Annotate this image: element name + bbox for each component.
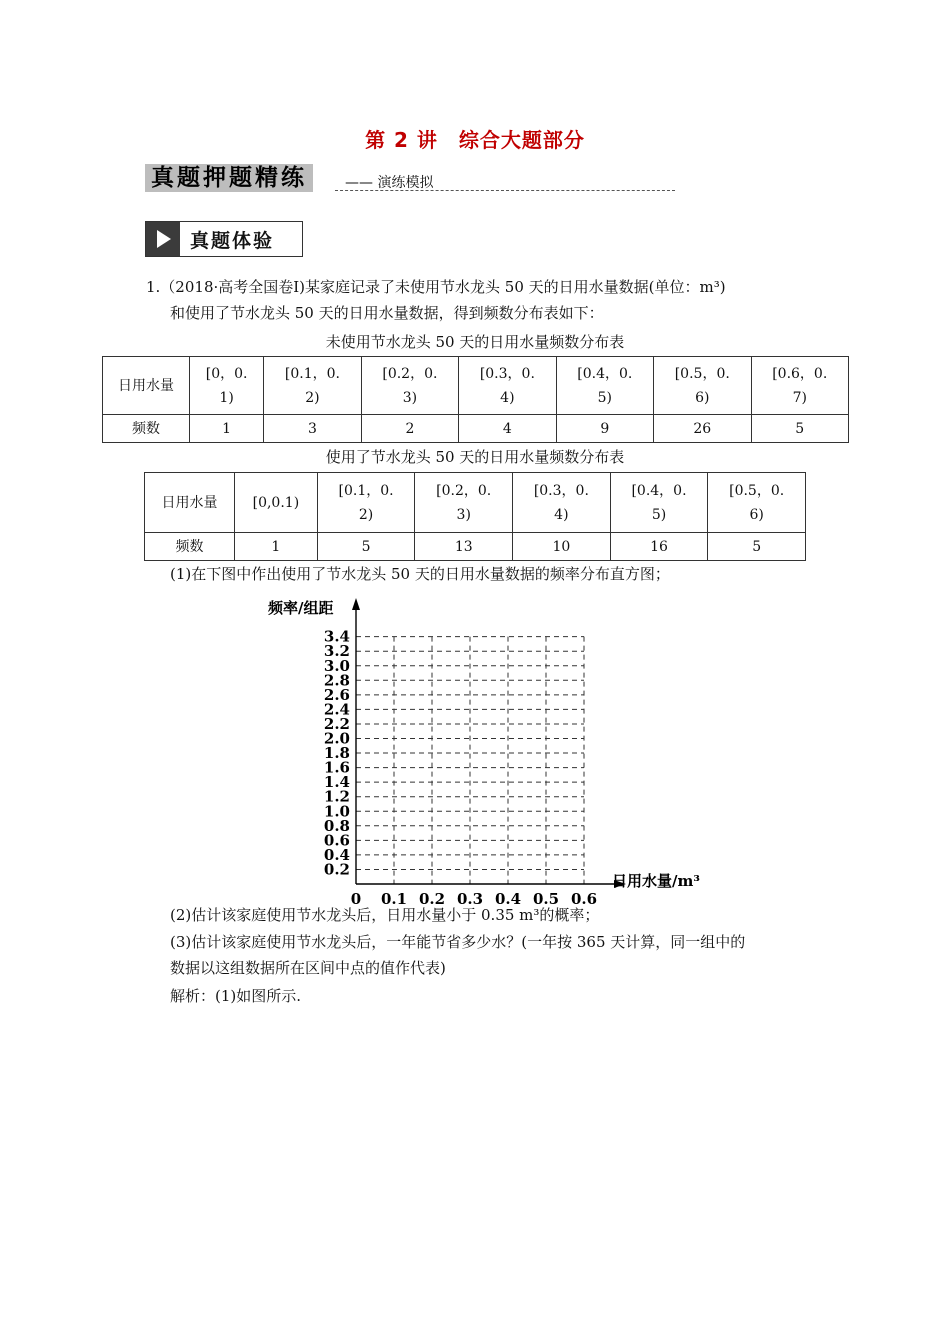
table2-bin: [0.5，0. 6) (708, 473, 806, 533)
table2-freq: 5 (708, 533, 806, 561)
y-tick-label: 1.4 (323, 773, 350, 792)
table1-bin: [0，0. 1) (190, 357, 264, 415)
y-tick-label: 3.4 (323, 627, 350, 646)
x-tick-label: 0.6 (570, 890, 598, 908)
y-tick-label: 1.2 (323, 787, 350, 806)
x-axis-title: 日用水量/m³ (612, 872, 700, 890)
table1-bin: [0.1，0. 2) (264, 357, 361, 415)
y-tick-label: 0.4 (323, 845, 350, 864)
table2-freq: 16 (610, 533, 708, 561)
y-tick-label: 2.0 (323, 729, 350, 748)
table2-freq: 13 (415, 533, 513, 561)
table1-bin: [0.2，0. 3) (361, 357, 458, 415)
y-tick-label: 2.6 (323, 685, 350, 704)
table2-freq-label: 频数 (145, 533, 235, 561)
section-header (145, 221, 303, 257)
x-tick-label: 0 (350, 890, 362, 908)
y-axis-arrow (352, 598, 360, 610)
question-3-line-2: 数据以这组数据所在区间中点的值作代表) (170, 959, 446, 977)
table1-bin: [0.5，0. 6) (654, 357, 751, 415)
chart-axes (352, 598, 626, 888)
table2-bin: [0.4，0. 5) (610, 473, 708, 533)
frequency-table-2 (144, 472, 806, 561)
problem-line-2: 和使用了节水龙头 50 天的日用水量数据，得到频数分布表如下： (170, 304, 604, 322)
chart-grid (356, 637, 584, 884)
x-tick-label: 0.5 (532, 890, 560, 908)
answer-text: 解析：(1)如图所示. (170, 987, 302, 1005)
problem-line-1: 1.（2018·高考全国卷Ⅰ)某家庭记录了未使用节水龙头 50 天的日用水量数据(单位：m³) (146, 278, 726, 296)
table2-bin: [0.3，0. 4) (513, 473, 611, 533)
table1-freq: 2 (361, 415, 458, 443)
table2-freq: 10 (513, 533, 611, 561)
table2-freq: 5 (317, 533, 415, 561)
histogram-grid (260, 592, 720, 908)
table1-freq: 3 (264, 415, 361, 443)
table1-bin: [0.3，0. 4) (459, 357, 556, 415)
table2-bin: [0.1，0. 2) (317, 473, 415, 533)
question-3-line-1: (3)估计该家庭使用节水龙头后，一年能节省多少水？(一年按 365 天计算，同一组中的 (170, 933, 746, 951)
question-2: (2)估计该家庭使用节水龙头后，日用水量小于 0.35 m³的概率； (170, 906, 600, 924)
table2-caption: 使用了节水龙头 50 天的日用水量频数分布表 (325, 448, 625, 466)
x-tick-label: 0.3 (456, 890, 484, 908)
y-axis-title: 频率/组距 (268, 599, 334, 617)
table2-bin: [0,0.1) (235, 473, 318, 533)
y-tick-label: 0.6 (323, 831, 350, 850)
play-icon (146, 222, 180, 256)
x-tick-label: 0.4 (494, 890, 522, 908)
y-tick-label: 0.8 (323, 816, 350, 835)
question-1: (1)在下图中作出使用了节水龙头 50 天的日用水量数据的频率分布直方图； (170, 565, 670, 583)
table1-freq: 5 (751, 415, 849, 443)
y-tick-label: 2.4 (323, 700, 350, 719)
y-tick-label: 0.2 (323, 860, 350, 879)
frequency-table-1 (102, 356, 849, 443)
banner-subtitle: —— 演练模拟 (345, 175, 434, 191)
table1-freq: 1 (190, 415, 264, 443)
y-tick-label: 2.8 (323, 671, 350, 690)
table2-freq: 1 (235, 533, 318, 561)
section-label: 真题体验 (190, 229, 275, 252)
y-tick-label: 3.0 (323, 656, 350, 675)
y-tick-label: 1.8 (323, 744, 350, 763)
table1-freq-label: 频数 (103, 415, 190, 443)
table2-row-label: 日用水量 (145, 473, 235, 533)
table1-bin: [0.6，0. 7) (751, 357, 849, 415)
x-tick-label: 0.2 (418, 890, 446, 908)
y-tick-label: 1.6 (323, 758, 350, 777)
y-tick-label: 2.2 (323, 714, 350, 733)
table1-freq: 9 (556, 415, 653, 443)
table1-bin: [0.4，0. 5) (556, 357, 653, 415)
table1-caption: 未使用节水龙头 50 天的日用水量频数分布表 (325, 333, 625, 351)
table2-bin: [0.2，0. 3) (415, 473, 513, 533)
table1-freq: 26 (654, 415, 751, 443)
y-tick-label: 1.0 (323, 802, 350, 821)
y-tick-label: 3.2 (323, 642, 350, 661)
table1-freq: 4 (459, 415, 556, 443)
table1-row-label: 日用水量 (103, 357, 190, 415)
page-title: 第 2 讲 综合大题部分 (365, 128, 585, 152)
x-tick-label: 0.1 (380, 890, 408, 908)
banner-title: 真题押题精练 (145, 164, 313, 192)
